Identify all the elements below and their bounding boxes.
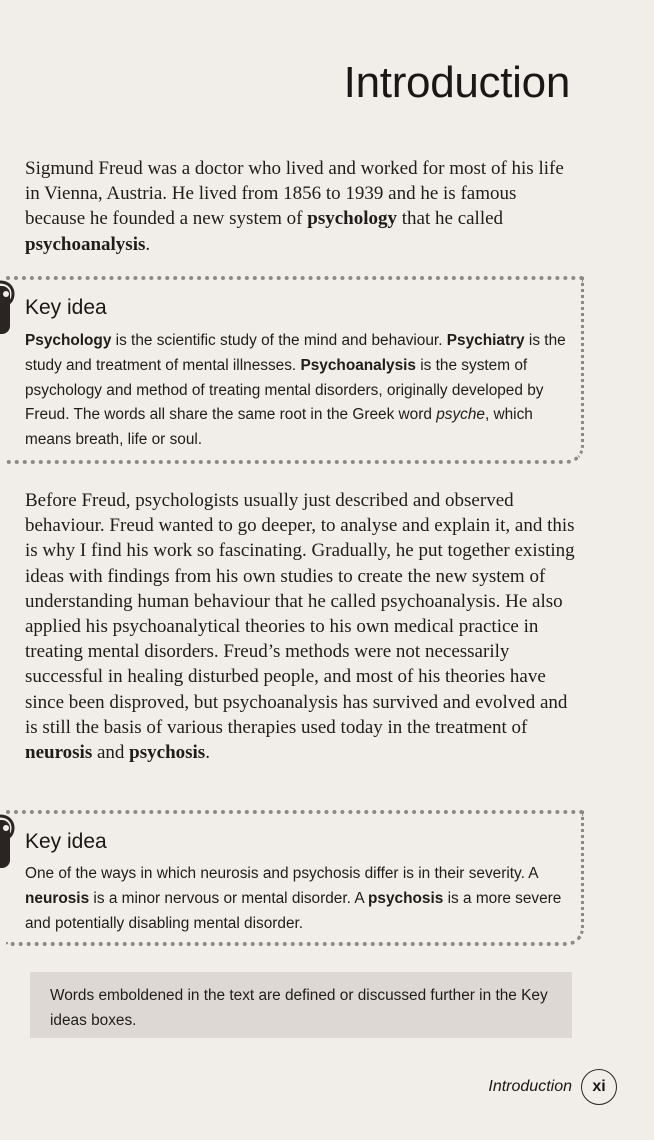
text-run: Sigmund Freud was a doctor who lived and worked for most of his life in Vienna, Austria. He lived from 1856 to 1939 and he is famous because he founded a new system of [25, 158, 564, 230]
text-run: . [145, 233, 151, 255]
text-run: is the study and treatment of mental illnesses. [25, 332, 566, 374]
page-title: Introduction [343, 58, 570, 107]
bold-term-psychoanalysis: Psychoanalysis [300, 356, 416, 374]
bold-term-psychosis: psychosis [368, 889, 444, 907]
note-box [30, 972, 572, 1038]
text-run: that he called [397, 208, 504, 230]
key-idea-marker-icon [0, 280, 17, 308]
key-idea-heading: Key idea [25, 830, 107, 853]
text-run: Before Freud, psychologists usually just described and observed behaviour. Freud wanted to go deeper, to analyse and explain it, and this is why I find his work so fascinating. Gradually, he put together existing ideas with findings from his own studies to create the new system of understanding human behaviour that he called psychoanalysis. He also applied his psychoanalytical theories to his own medical practice in treating mental disorders. Freud’s methods were not necessarily successful in healing disturbed people, and most of his theories have since been disproved, but psychoanalysis has survived and evolved and is still the basis of various therapies used today in the treatment of [25, 490, 575, 738]
note-text: Words emboldened in the text are defined or discussed further in the Key ideas boxes. [50, 987, 548, 1029]
page-number: xi [581, 1069, 617, 1105]
text-run: is a minor nervous or mental disorder. A [89, 889, 369, 907]
bold-term-psychiatry: Psychiatry [446, 332, 525, 349]
text-run: is the scientific study of the mind and behaviour. [111, 332, 447, 349]
italic-term-psyche: psyche [436, 406, 485, 424]
key-idea-text [25, 862, 577, 936]
text-run: and [92, 742, 130, 764]
text-run: is the system of psychology and method of treating mental disorders, originally developed by Freud. The words all share the same root in the Greek word [25, 356, 544, 424]
bold-term-neurosis: neurosis [25, 742, 93, 764]
intro-paragraph-2 [25, 488, 580, 765]
key-idea-box-2 [6, 810, 584, 946]
bold-term-psychology: Psychology [25, 332, 112, 349]
bold-term-neurosis: neurosis [25, 889, 90, 907]
running-footer-label: Introduction [488, 1078, 572, 1095]
key-idea-text [25, 329, 577, 453]
text-run: is a more severe and potentially disabling mental disorder. [25, 889, 562, 932]
bold-term-psychology: psychology [307, 208, 398, 230]
bold-term-psychoanalysis: psychoanalysis [25, 233, 146, 255]
intro-paragraph-1 [25, 156, 580, 257]
text-run: , which means breath, life or soul. [25, 406, 533, 449]
key-idea-marker-icon [0, 814, 17, 842]
text-run: One of the ways in which neurosis and psychosis differ is in their severity. A [25, 865, 538, 882]
bold-term-psychosis: psychosis [129, 742, 206, 764]
text-run: . [205, 742, 210, 764]
key-idea-heading: Key idea [25, 296, 107, 319]
key-idea-box-1 [6, 276, 584, 464]
